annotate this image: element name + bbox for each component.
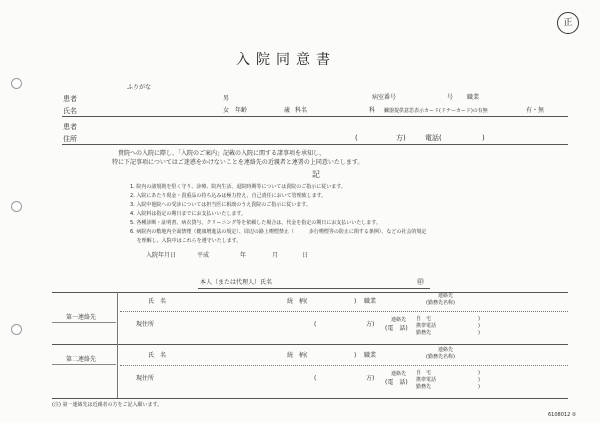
furigana-label: ふりがな xyxy=(127,84,152,91)
contact-title-rule xyxy=(52,322,116,323)
item-3: 3. 入院中他院への受診については担当医に相談のうえ貴院のご指示に従います。 xyxy=(130,202,311,208)
contact-divider xyxy=(117,344,118,398)
contact-name-underline xyxy=(120,365,568,366)
contact-address-branch: 方) xyxy=(366,321,375,328)
contact-tel-small: 連絡先 xyxy=(391,371,407,377)
contact-occupation-label: 職業 xyxy=(364,352,377,359)
contact-phone-work: 勤務先 xyxy=(416,330,432,336)
contact-tel-label: (電 話) xyxy=(385,325,408,332)
sex-female: 女 xyxy=(223,107,230,114)
contact-relation-label: 続 柄( xyxy=(287,298,308,305)
contact-tel-small: 連絡先 xyxy=(391,317,407,323)
contacts-top-rule xyxy=(52,292,568,293)
signer-underline xyxy=(198,288,430,289)
department-suffix: 科 xyxy=(369,107,376,114)
patient-label-top: 患者 xyxy=(63,95,77,103)
binder-hole xyxy=(11,78,22,89)
contact-phone-home: 自 宅 xyxy=(416,316,432,322)
contact-phone-close: ) xyxy=(478,330,480,336)
item-4: 4. 入院料は指定の期日までにお支払いいたします。 xyxy=(130,211,246,217)
address-label-top: 患者 xyxy=(63,123,77,131)
donor-card-options: 有・無 xyxy=(526,107,545,114)
ward-number-label: 病室番号 xyxy=(372,94,397,101)
item-6-cont: を理解し、入院中はこれらを遵守いたします。 xyxy=(130,238,242,244)
contact-address-open: ( xyxy=(314,321,317,328)
item-1: 1. 院内の諸規則を堅く守り、診療、院内生活、退院時期等については貴院のご指示に従います。 xyxy=(130,184,346,190)
sex-male: 男 xyxy=(223,95,230,102)
binder-hole xyxy=(11,324,22,335)
phone-label: 電話( xyxy=(425,134,442,142)
page-title: 入院同意書 xyxy=(236,52,336,68)
footer-note: (注) 第一連絡先は近親者の方をご記入願います。 xyxy=(52,402,163,408)
contact-name-label: 氏 名 xyxy=(148,298,167,305)
admission-era: 平成 xyxy=(197,252,210,259)
intro-line-1: 貴院への入院に際し、「入院のご案内」記載の入院に関する諸事項を承知し、 xyxy=(118,150,326,157)
ki-heading: 記 xyxy=(312,170,320,179)
patient-name-label: 氏名 xyxy=(63,107,77,115)
admission-year: 年 xyxy=(240,252,247,259)
contact-phone-mobile: 携帯電話 xyxy=(416,377,437,383)
age-unit: 歳 xyxy=(284,107,291,114)
contact-address-label: 現住所 xyxy=(136,321,155,328)
contact-title-2: 第二連絡先 xyxy=(66,356,97,363)
address-paren-open: ( xyxy=(355,134,358,142)
contact-workplace: (勤務先名称) xyxy=(426,354,455,360)
item-2: 2. 入院にあたり現金・貴重品の持ち込みは極力控え、自己責任において管理致します。 xyxy=(130,193,327,199)
contact-phone-home: 自 宅 xyxy=(416,370,432,376)
admission-day: 日 xyxy=(302,252,309,259)
item-5: 5. 各種診断・証明書、病衣貸与、クリーニング等を依頼した場合は、代金を指定の期日にお支払いいたします。 xyxy=(130,220,381,226)
contact-occupation-label: 職業 xyxy=(364,298,377,305)
contact-phone-close: ) xyxy=(478,323,480,329)
contact-workplace: (勤務先名称) xyxy=(426,300,455,306)
contact-name-underline xyxy=(120,311,568,312)
age-label: 年齢 xyxy=(235,107,248,114)
contact-phone-close: ) xyxy=(478,384,480,390)
contact-tel-label: (電 話) xyxy=(385,379,408,386)
occupation-label: 職業 xyxy=(467,94,480,101)
contact-relation-label: 続 柄( xyxy=(287,352,308,359)
contact-phone-close: ) xyxy=(478,377,480,383)
ward-number-suffix: 号 xyxy=(447,94,454,101)
contact-bottom-rule xyxy=(52,344,568,345)
contact-renraku: 連絡先 xyxy=(438,347,454,353)
contact-phone-mobile: 携帯電話 xyxy=(416,323,437,329)
admission-date-label: 入院年月日 xyxy=(146,252,177,259)
binder-hole xyxy=(11,201,22,212)
contact-phone-close: ) xyxy=(478,316,480,322)
seal-mark: 正 xyxy=(557,12,579,34)
address-label: 住所 xyxy=(63,135,77,143)
contact-relation-close: ) xyxy=(354,352,357,359)
patient-name-underline xyxy=(62,116,568,117)
contact-name-label: 氏 名 xyxy=(148,352,167,359)
admission-month: 月 xyxy=(272,252,279,259)
contact-title-rule xyxy=(52,364,116,365)
contact-title-1: 第一連絡先 xyxy=(66,314,97,321)
contact-relation-close: ) xyxy=(354,298,357,305)
contact-bottom-rule xyxy=(52,398,568,399)
phone-paren-close: ) xyxy=(482,134,485,142)
address-branch: 方) xyxy=(396,134,406,142)
department-label: 科名 xyxy=(295,107,308,114)
contact-address-label: 現住所 xyxy=(136,375,155,382)
item-6: 6. 病院内の敷地内全面禁煙（健康増進法の規定）、周辺の路上喫煙禁止（ 歩行喫煙等の防止に関する条例）、などの社会的規定 xyxy=(130,229,427,235)
donor-card-label: 臓器提供意思表示カード(ドナーカード)の有無 xyxy=(384,108,488,114)
signer-seal: ㊞ xyxy=(417,278,424,286)
contact-phone-close: ) xyxy=(478,370,480,376)
form-code: 6108012 ② xyxy=(548,412,577,418)
contact-address-open: ( xyxy=(314,375,317,382)
contact-address-branch: 方) xyxy=(366,375,375,382)
signer-label: 本人（または代理人）氏名 xyxy=(200,279,273,286)
contact-renraku: 連絡先 xyxy=(438,293,454,299)
contact-phone-work: 勤務先 xyxy=(416,384,432,390)
contact-divider xyxy=(117,292,118,344)
intro-line-2: 特に下記事項についてはご迷惑をかけないことを連絡先の近親者と連署の上同意いたします。 xyxy=(112,159,364,166)
address-underline xyxy=(62,144,568,145)
